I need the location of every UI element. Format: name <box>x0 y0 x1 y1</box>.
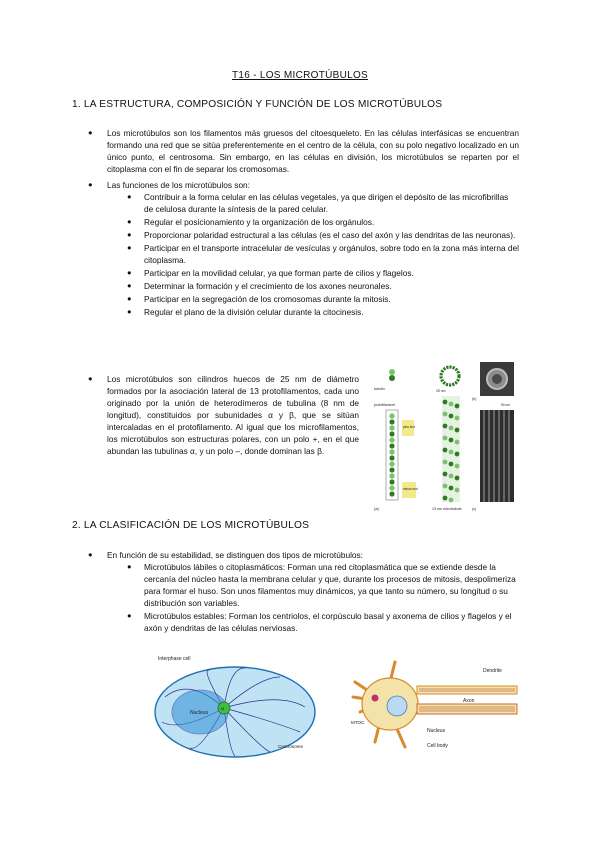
neuron-nucleus <box>387 696 407 716</box>
functions-intro: ● Las funciones de los microtúbulos son: <box>107 180 250 190</box>
label-mtoc-cell: M <box>221 706 225 711</box>
label-tubulin: tubulin <box>374 387 385 391</box>
function-item: ● Determinar la formación y el crecimiento de los axones neuronales. <box>144 280 519 292</box>
types-list <box>107 561 519 634</box>
mtoc-icon <box>372 695 379 702</box>
tubulin-alpha-icon <box>389 369 395 375</box>
label-axon: Axon <box>463 698 475 704</box>
label-plus-end: plus end <box>403 425 416 429</box>
label-cell-body: Cell body <box>427 743 448 749</box>
label-50nm-top: 50 nm <box>501 403 510 407</box>
interphase-cell-figure <box>150 652 320 762</box>
list-item <box>107 127 519 175</box>
type-item: ● Microtúbulos estables: Forman los centriolos, el corpúsculo basal y axonema de cilios y flagelos y el axón y dendritas de las células nerviosas. <box>144 610 519 634</box>
function-item: ● Participar en el transporte intracelular de vesículas y orgánulos, sobre todo en la zona más interna del citoplasma. <box>144 242 519 266</box>
label-protofilament: protofilament <box>374 403 395 407</box>
section-2-list <box>107 549 519 638</box>
structure-list <box>107 373 359 461</box>
function-item: ● Contribuir a la forma celular en las células vegetales, ya que dirigen el depósito de las microfibrillas de celulosa durante la síntesis de la pared celular. <box>144 191 519 215</box>
microtubule-structure-figure <box>368 362 520 512</box>
function-item: ● Participar en la movilidad celular, ya que forman parte de cilios y flagelos. <box>144 267 519 279</box>
label-nucleus: Nucleus <box>190 710 209 716</box>
label-microtubule: 13 nm microtubule <box>432 507 462 511</box>
list-item <box>107 373 359 457</box>
neuron-figure <box>345 652 525 762</box>
label-b: (b) <box>472 397 477 401</box>
paragraph-structure: ● Los microtúbulos son cilindros huecos de 25 nm de diámetro formados por la asociación lateral de 13 protofilamentos, cada uno originado por la unión de heterodímeros de tubulina (8 nm de longitud), constituidos por subunidades α y β, que se sitúan intercaladas en el protofilamento. Al igual que los microfilamentos, los microtúbulos son estructuras polares, con un polo +, en el que abundan las tubulinas α, y un polo –, donde dominan las β. <box>107 374 359 456</box>
label-dendrite: Dendrite <box>483 668 502 674</box>
classification-intro: ● En función de su estabilidad, se distinguen dos tipos de microtúbulos: <box>107 550 363 560</box>
list-item <box>107 179 519 318</box>
functions-list <box>107 191 519 318</box>
function-item: ● Regular el plano de la división celular durante la citocinesis. <box>144 306 519 318</box>
label-c: (c) <box>472 507 477 511</box>
type-item: ● Microtúbulos lábiles o citoplasmáticos: Forman una red citoplasmática que se extiende desde la cercanía del núcleo hasta la membrana celular y que, durante los procesos de mitosis, despolimeriza para formar el huso. Son unos filamentos muy dinámicos, ya que tanto su número, su longitud o su distribución son variables. <box>144 561 519 609</box>
cross-section-ring <box>441 367 459 385</box>
section-1-heading: 1. LA ESTRUCTURA, COMPOSICIÓN Y FUNCIÓN DE LOS MICROTÚBULOS <box>72 99 443 110</box>
function-item: ● Proporcionar polaridad estructural a las células (es el caso del axón y las dendritas de las neuronas). <box>144 229 519 241</box>
label-a: (a) <box>374 506 379 511</box>
label-interphase: Interphase cell <box>158 656 191 662</box>
label-mtoc: MTOC <box>351 720 365 725</box>
dendrite-process <box>417 686 517 694</box>
list-item <box>107 549 519 634</box>
label-neuron-nucleus: Nucleus <box>427 728 446 734</box>
function-item: ● Participar en la segregación de los cromosomas durante la mitosis. <box>144 293 519 305</box>
function-item: ● Regular el posicionamiento y la organización de los orgánulos. <box>144 216 519 228</box>
tubulin-beta-icon <box>389 375 395 381</box>
label-minus-end: minus end <box>403 487 418 491</box>
paragraph-definition: ● Los microtúbulos son los filamentos más gruesos del citoesqueleto. En las células interfásicas se encuentran formando una red que se sitúa preferentemente en el centro de la célula, con su polo negativo localizado en un único punto, el centrosoma. Sin embargo, en las células en división, los microtúbulos se reparten por el citoplasma con el fin de separar los cromosomas. <box>107 128 519 174</box>
section-2-heading: 2. LA CLASIFICACIÓN DE LOS MICROTÚBULOS <box>72 520 310 531</box>
label-25nm: 25 nm <box>436 389 446 393</box>
section-1-list <box>107 127 519 322</box>
label-centrosome: Centrosome <box>278 744 304 749</box>
page-title: T16 - LOS MICROTÚBULOS <box>231 70 369 81</box>
